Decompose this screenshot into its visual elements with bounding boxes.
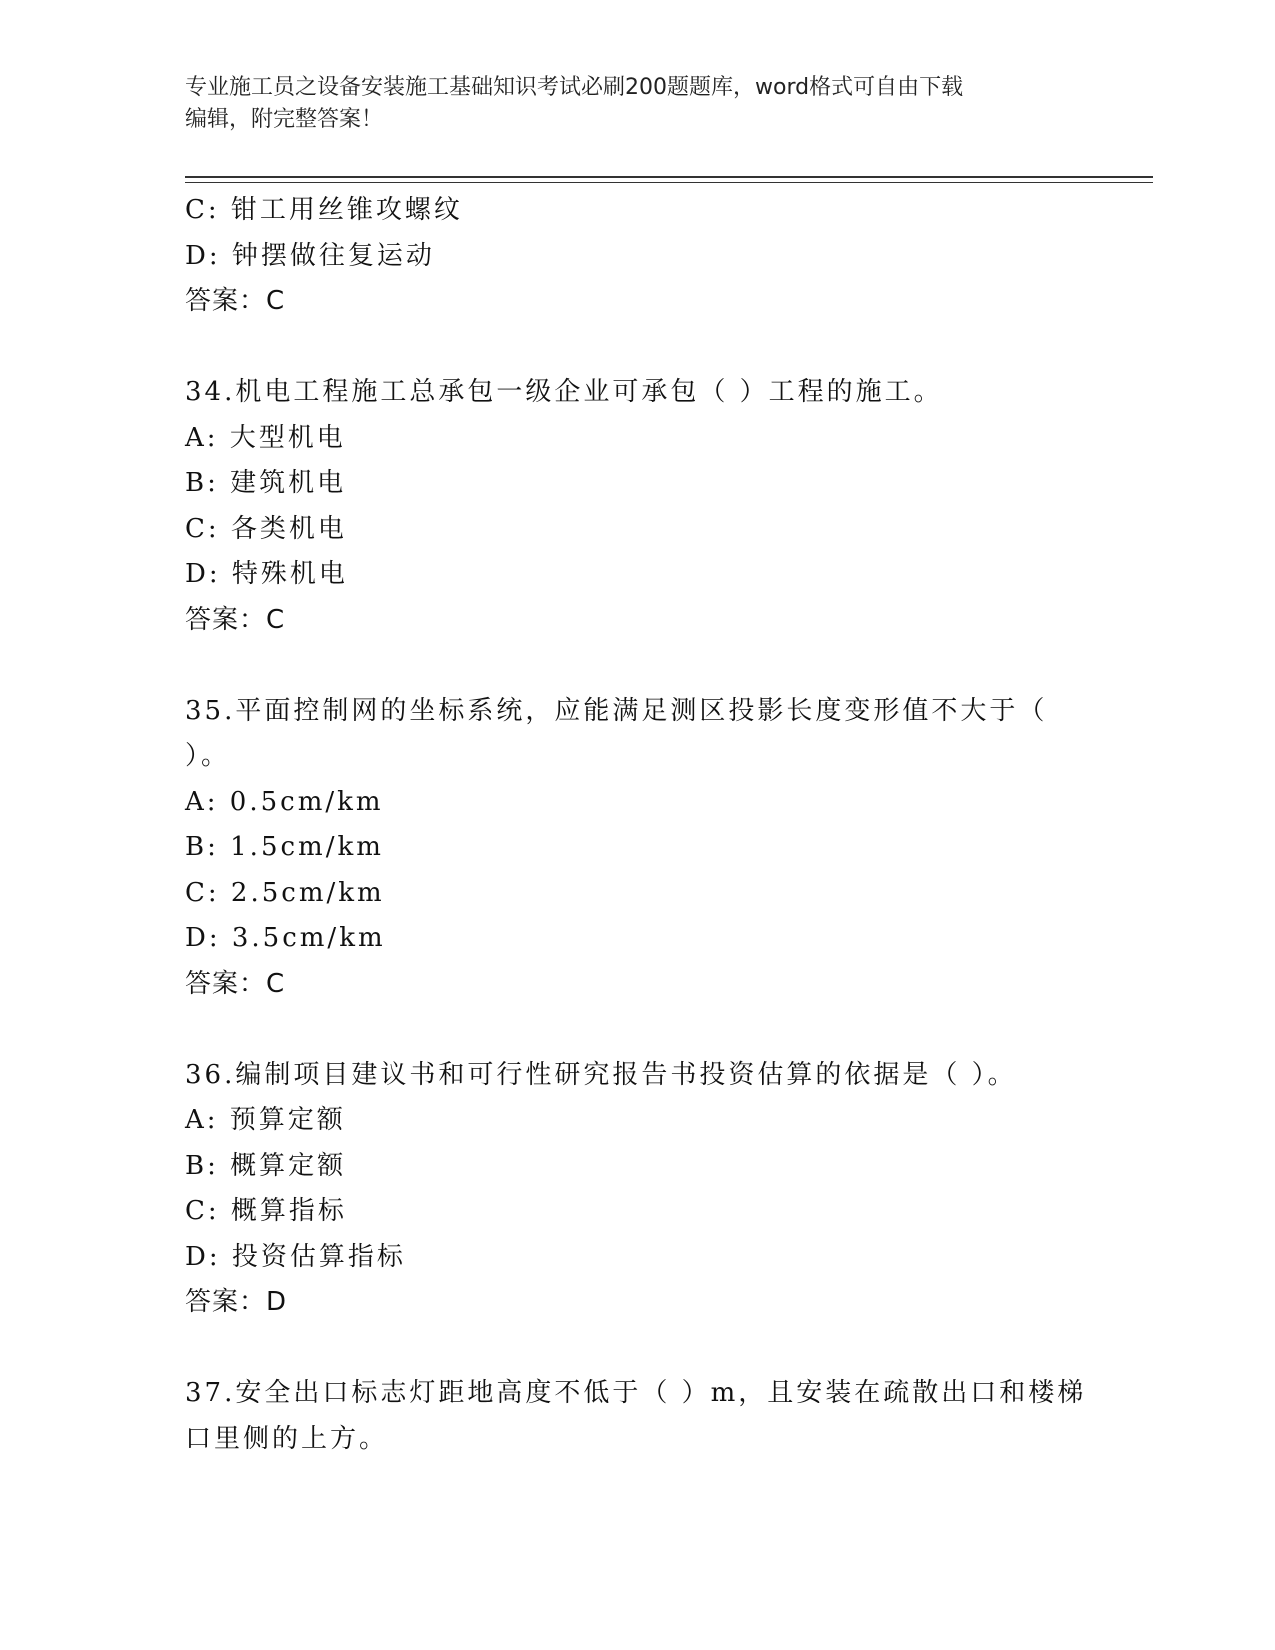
option-d: D: 3.5cm/km [185, 923, 386, 953]
question-text: 34.机电工程施工总承包一级企业可承包（ ）工程的施工。 [185, 377, 943, 407]
answer-line: 答案：D [185, 1287, 288, 1317]
spacer [185, 1326, 1085, 1372]
spacer [185, 1007, 1085, 1053]
option-c: C: 各类机电 [185, 513, 347, 544]
option-b: B: 概算定额 [185, 1150, 347, 1181]
option-c: C: 概算指标 [185, 1196, 347, 1226]
question-block-35 [185, 689, 1085, 1008]
option-d: D: 钟摆做往复运动 [185, 240, 435, 271]
question-block-34 [185, 370, 1085, 643]
spacer [185, 325, 1085, 371]
question-text-line-2: ）。 [185, 741, 231, 771]
answer-line: 答案：C [185, 604, 286, 635]
question-text-line-2: 口里侧的上方。 [185, 1423, 389, 1454]
option-b: B: 1.5cm/km [185, 832, 384, 862]
question-block-37 [185, 1371, 1085, 1462]
option-d: D: 投资估算指标 [185, 1241, 406, 1272]
question-block-prev [185, 188, 1085, 325]
question-text: 36.编制项目建议书和可行性研究报告书投资估算的依据是（ ）。 [185, 1059, 1017, 1090]
question-block-36 [185, 1053, 1085, 1326]
question-text-line-1: 35.平面控制网的坐标系统，应能满足测区投影长度变形值不大于（ [185, 695, 1048, 726]
question-list [185, 188, 1085, 1462]
option-a: A: 预算定额 [185, 1105, 346, 1135]
option-b: B: 建筑机电 [185, 468, 347, 498]
option-d: D: 特殊机电 [185, 559, 348, 589]
option-c: C: 钳工用丝锥攻螺纹 [185, 195, 463, 225]
header-rule-thick [185, 176, 1153, 178]
option-a: A: 大型机电 [185, 422, 346, 453]
header-title-line-1: 专业施工员之设备安装施工基础知识考试必刷200题题库，word格式可自由下载 [185, 75, 964, 100]
header-title-line-2: 编辑，附完整答案！ [185, 107, 384, 132]
option-c: C: 2.5cm/km [185, 877, 385, 908]
question-text-line-1: 37.安全出口标志灯距地高度不低于（ ）m，且安装在疏散出口和楼梯 [185, 1378, 1087, 1408]
document-header [185, 72, 1065, 136]
answer-line: 答案：C [185, 286, 286, 316]
option-a: A: 0.5cm/km [185, 786, 384, 817]
answer-line: 答案：C [185, 968, 286, 999]
header-rule-thin [185, 182, 1153, 183]
spacer [185, 643, 1085, 689]
